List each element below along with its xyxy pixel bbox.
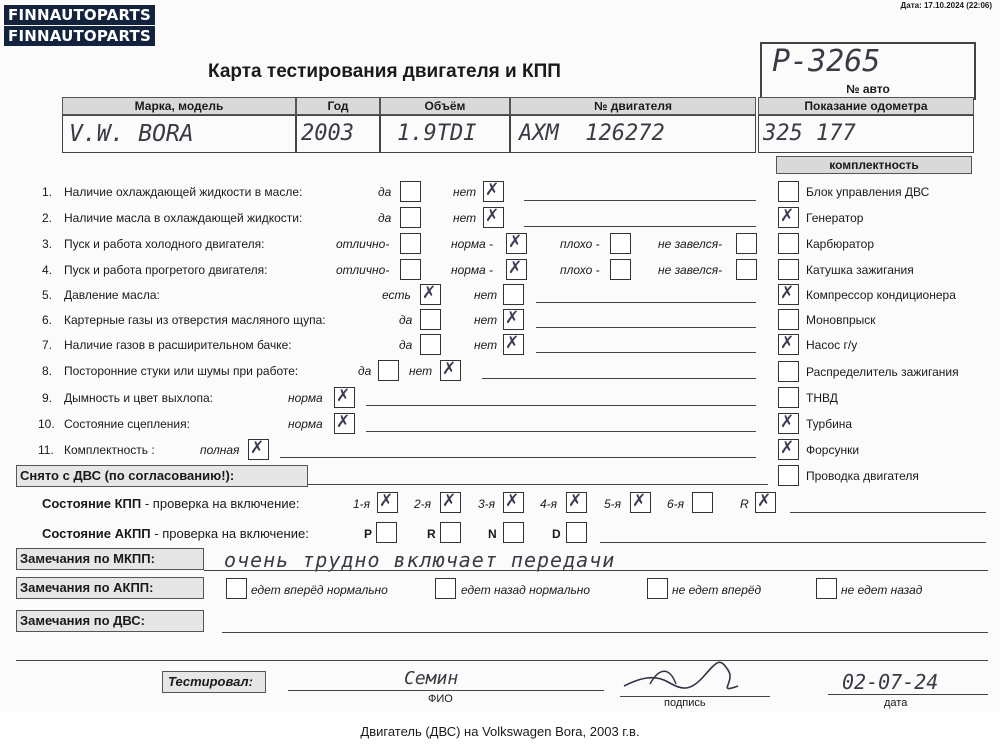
q7-number: 7. (42, 338, 53, 352)
gear-1-label: 1-я (353, 497, 371, 511)
car-number-box (760, 42, 976, 100)
value-volume-cell (380, 115, 510, 153)
check-mark-icon: ✗ (780, 333, 795, 353)
q11-text: Комплектность : (64, 443, 155, 457)
gear-r-label: R (740, 497, 749, 511)
gear-4-label: 4-я (540, 497, 558, 511)
check-mark-icon: ✗ (442, 491, 457, 511)
kit-ecu-label: Блок управления ДВС (806, 185, 930, 199)
gear-2-checkbox[interactable] (440, 492, 461, 513)
akpp-d-label: D (552, 527, 561, 541)
gear-4-checkbox[interactable] (566, 492, 587, 513)
q8-yes-checkbox[interactable] (378, 360, 399, 381)
kit-carburetor-label: Карбюратор (806, 237, 875, 251)
gear-3-label: 3-я (478, 497, 496, 511)
q7-yes-checkbox[interactable] (420, 334, 441, 355)
q10-opt-normal: норма (288, 417, 323, 431)
q3-text: Пуск и работа холодного двигателя: (64, 237, 265, 251)
header-model: Марка, модель (62, 97, 296, 115)
q11-number: 11. (38, 443, 54, 457)
q3-nostart-checkbox[interactable] (736, 233, 757, 254)
akpp-reverse-ok-label: едет назад нормально (461, 583, 591, 597)
header-odometer: Показание одометра (758, 97, 974, 115)
akpp-no-forward-label: не едет вперёд (672, 583, 762, 597)
check-mark-icon: ✗ (505, 333, 520, 353)
car-number-label: № авто (846, 82, 890, 96)
kpp-note-line (790, 512, 986, 513)
kpp-label-bold: Состояние КПП (42, 496, 142, 511)
q6-text: Картерные газы из отверстия масляного щупа: (64, 313, 326, 327)
value-year-cell (296, 115, 380, 153)
q11-full-checkbox[interactable] (248, 439, 269, 460)
q4-opt-bad: плохо - (560, 263, 600, 277)
kit-carburetor-checkbox[interactable] (778, 233, 799, 254)
check-mark-icon: ✗ (336, 386, 351, 406)
q7-text: Наличие газов в расширительном бачке: (64, 338, 292, 352)
gear-5-checkbox[interactable] (630, 492, 651, 513)
kit-injectors-label: Форсунки (806, 443, 860, 457)
tester-name-handwriting: Семин (404, 668, 459, 689)
kit-ac-compressor-label: Компрессор кондиционера (806, 288, 956, 302)
q9-normal-checkbox[interactable] (334, 387, 355, 408)
akpp-no-forward-checkbox[interactable] (647, 578, 668, 599)
q5-number: 5. (42, 288, 53, 302)
kit-generator-label: Генератор (806, 211, 864, 225)
q3-number: 3. (42, 237, 53, 251)
q6-number: 6. (42, 313, 53, 327)
q4-nostart-checkbox[interactable] (736, 259, 757, 280)
q5-text: Давление масла: (64, 288, 160, 302)
gear-5-label: 5-я (604, 497, 622, 511)
q9-note-line (366, 405, 756, 406)
q11-note-line (280, 457, 756, 458)
value-model: V.W. BORA (69, 121, 194, 147)
akpp-r-checkbox[interactable] (440, 522, 461, 543)
q3-opt-normal: норма - (451, 237, 494, 251)
header-year: Год (296, 97, 380, 115)
akpp-p-checkbox[interactable] (376, 522, 397, 543)
kpp-label (42, 496, 299, 511)
q4-excellent-checkbox[interactable] (400, 259, 421, 280)
q2-opt-no: нет (453, 211, 477, 225)
q8-opt-no: нет (409, 364, 433, 378)
date-caption: дата (884, 697, 908, 709)
q5-yes-checkbox[interactable] (420, 284, 441, 305)
q2-number: 2. (42, 211, 53, 225)
kit-ps-pump-label: Насос г/у (806, 338, 858, 352)
q2-opt-yes: да (378, 211, 392, 225)
check-mark-icon: ✗ (780, 206, 795, 226)
check-mark-icon: ✗ (568, 491, 583, 511)
akpp-forward-ok-checkbox[interactable] (226, 578, 247, 599)
check-mark-icon: ✗ (757, 491, 772, 511)
check-mark-icon: ✗ (780, 412, 795, 432)
q4-opt-nostart: не завелся- (658, 263, 723, 277)
signature-icon (620, 656, 750, 696)
q1-note-line (524, 200, 756, 201)
q4-bad-checkbox[interactable] (610, 259, 631, 280)
kit-ps-pump-checkbox[interactable] (778, 334, 799, 355)
q1-text: Наличие охлаждающей жидкости в масле: (64, 185, 303, 199)
q2-text: Наличие масла в охлаждающей жидкости: (64, 211, 303, 225)
kit-coil-label: Катушка зажигания (806, 263, 914, 277)
kit-ecu-checkbox[interactable] (778, 181, 799, 202)
q8-number: 8. (42, 364, 53, 378)
kit-injection-pump-label: ТНВД (806, 391, 838, 405)
test-date-handwriting: 02-07-24 (842, 670, 939, 694)
akpp-r-label: R (427, 527, 436, 541)
value-engine: AXM 126272 (519, 121, 665, 146)
q4-opt-normal: норма - (451, 263, 494, 277)
akpp-label-bold: Состояние АКПП (42, 526, 151, 541)
akpp-n-label: N (488, 527, 497, 541)
kit-coil-checkbox[interactable] (778, 259, 799, 280)
q6-opt-no: нет (474, 313, 498, 327)
q7-opt-no: нет (474, 338, 498, 352)
check-mark-icon: ✗ (780, 283, 795, 303)
gear-r-checkbox[interactable] (755, 492, 776, 513)
signature-caption: подпись (664, 697, 706, 709)
kit-injection-pump-checkbox[interactable] (778, 387, 799, 408)
kit-wiring-checkbox[interactable] (778, 465, 799, 486)
check-mark-icon: ✗ (508, 232, 523, 252)
remarks-dvs-line-1 (222, 632, 988, 633)
fio-caption: ФИО (428, 693, 453, 705)
akpp-d-checkbox[interactable] (566, 522, 587, 543)
remarks-akpp-label: Замечания по АКПП: (20, 580, 154, 595)
remarks-dvs-label: Замечания по ДВС: (20, 613, 145, 628)
value-engine-cell (510, 115, 756, 153)
q5-opt-no: нет (474, 288, 498, 302)
check-mark-icon: ✗ (379, 491, 394, 511)
kpp-label-rest: - проверка на включение: (141, 496, 300, 511)
kit-ac-compressor-checkbox[interactable] (778, 284, 799, 305)
q10-text: Состояние сцепления: (64, 417, 190, 431)
value-year: 2003 (301, 121, 354, 146)
q8-note-line (482, 378, 756, 379)
check-mark-icon: ✗ (508, 258, 523, 278)
date-line (828, 694, 988, 695)
akpp-note-line (600, 542, 986, 543)
value-model-cell (62, 115, 296, 153)
kit-header: комплектность (776, 156, 972, 174)
page-title: Карта тестирования двигателя и КПП (208, 61, 561, 82)
check-mark-icon: ✗ (485, 206, 500, 226)
remarks-mkpp-line (204, 570, 988, 571)
value-volume: 1.9TDI (397, 121, 477, 146)
removed-label: Снято с ДВС (по согласованию!): (20, 468, 235, 483)
q3-bad-checkbox[interactable] (610, 233, 631, 254)
q6-note-line (536, 327, 756, 328)
gear-2-label: 2-я (414, 497, 432, 511)
q7-note-line (536, 352, 756, 353)
q7-no-checkbox[interactable] (503, 334, 524, 355)
q4-number: 4. (42, 263, 53, 277)
kit-injectors-checkbox[interactable] (778, 439, 799, 460)
kit-distributor-checkbox[interactable] (778, 361, 799, 382)
q5-note-line (536, 302, 756, 303)
q2-note-line (524, 226, 756, 227)
q5-opt-yes: есть (382, 288, 411, 302)
q3-opt-nostart: не завелся- (658, 237, 723, 251)
gear-1-checkbox[interactable] (377, 492, 398, 513)
check-mark-icon: ✗ (422, 283, 437, 303)
brand-logo-bottom: FINNAUTOPARTS (4, 26, 155, 46)
q1-number: 1. (42, 185, 53, 199)
q4-text: Пуск и работа прогретого двигателя: (64, 263, 268, 277)
q2-yes-checkbox[interactable] (400, 207, 421, 228)
q7-opt-yes: да (399, 338, 413, 352)
kit-monoinjection-checkbox[interactable] (778, 309, 799, 330)
removed-note-line (308, 484, 768, 485)
print-date: Дата: 17.10.2024 (22:06) (900, 1, 992, 10)
check-mark-icon: ✗ (442, 359, 457, 379)
check-mark-icon: ✗ (780, 438, 795, 458)
q8-no-checkbox[interactable] (440, 360, 461, 381)
remarks-mkpp-text: очень трудно включает передачи (224, 548, 616, 572)
q3-excellent-checkbox[interactable] (400, 233, 421, 254)
gear-3-checkbox[interactable] (503, 492, 524, 513)
check-mark-icon: ✗ (505, 308, 520, 328)
q3-opt-bad: плохо - (560, 237, 600, 251)
akpp-label (42, 526, 309, 541)
check-mark-icon: ✗ (632, 491, 647, 511)
q1-no-checkbox[interactable] (483, 181, 504, 202)
gear-6-checkbox[interactable] (692, 492, 713, 513)
q4-opt-excellent: отлично- (336, 263, 390, 277)
q4-normal-checkbox[interactable] (506, 259, 527, 280)
check-mark-icon: ✗ (250, 438, 265, 458)
q9-opt-normal: норма (288, 391, 323, 405)
akpp-p-label: P (364, 527, 373, 541)
tested-label: Тестировал: (168, 674, 253, 689)
remarks-dvs-line-2 (16, 660, 988, 661)
akpp-no-reverse-checkbox[interactable] (816, 578, 837, 599)
kit-turbo-checkbox[interactable] (778, 413, 799, 434)
car-number-value: P-3265 (772, 44, 881, 79)
q10-normal-checkbox[interactable] (334, 413, 355, 434)
q6-yes-checkbox[interactable] (420, 309, 441, 330)
q10-note-line (366, 431, 756, 432)
q8-opt-yes: да (358, 364, 372, 378)
akpp-no-reverse-label: не едет назад (841, 583, 923, 597)
kit-generator-checkbox[interactable] (778, 207, 799, 228)
value-odometer-cell (758, 115, 974, 153)
q1-opt-no: нет (453, 185, 477, 199)
q10-number: 10. (38, 417, 55, 431)
q9-number: 9. (42, 391, 53, 405)
q8-text: Посторонние стуки или шумы при работе: (64, 364, 299, 378)
gear-6-label: 6-я (667, 497, 685, 511)
check-mark-icon: ✗ (505, 491, 520, 511)
q3-opt-excellent: отлично- (336, 237, 390, 251)
akpp-reverse-ok-checkbox[interactable] (435, 578, 456, 599)
q5-no-checkbox[interactable] (503, 284, 524, 305)
q6-no-checkbox[interactable] (503, 309, 524, 330)
q9-text: Дымность и цвет выхлопа: (64, 391, 213, 405)
akpp-n-checkbox[interactable] (503, 522, 524, 543)
kit-distributor-label: Распределитель зажигания (806, 365, 959, 379)
photo-caption: Двигатель (ДВС) на Volkswagen Bora, 2003 г.в. (360, 724, 640, 739)
q1-opt-yes: да (378, 185, 392, 199)
check-mark-icon: ✗ (336, 412, 351, 432)
q3-normal-checkbox[interactable] (506, 233, 527, 254)
q6-opt-yes: да (399, 313, 413, 327)
remarks-mkpp-label: Замечания по МКПП: (20, 551, 155, 566)
q11-opt-full: полная (200, 443, 240, 457)
kit-wiring-label: Проводка двигателя (806, 469, 919, 483)
brand-logo-top: FINNAUTOPARTS (4, 5, 155, 25)
header-engine: № двигателя (510, 97, 756, 115)
header-volume: Объём (380, 97, 510, 115)
value-odometer: 325 177 (763, 121, 856, 146)
akpp-forward-ok-label: едет вперёд нормально (251, 583, 388, 597)
q2-no-checkbox[interactable] (483, 207, 504, 228)
q1-yes-checkbox[interactable] (400, 181, 421, 202)
check-mark-icon: ✗ (485, 180, 500, 200)
kit-turbo-label: Турбина (806, 417, 853, 431)
akpp-label-rest: - проверка на включение: (150, 526, 309, 541)
kit-monoinjection-label: Моновпрыск (806, 313, 876, 327)
fio-line (288, 690, 604, 691)
